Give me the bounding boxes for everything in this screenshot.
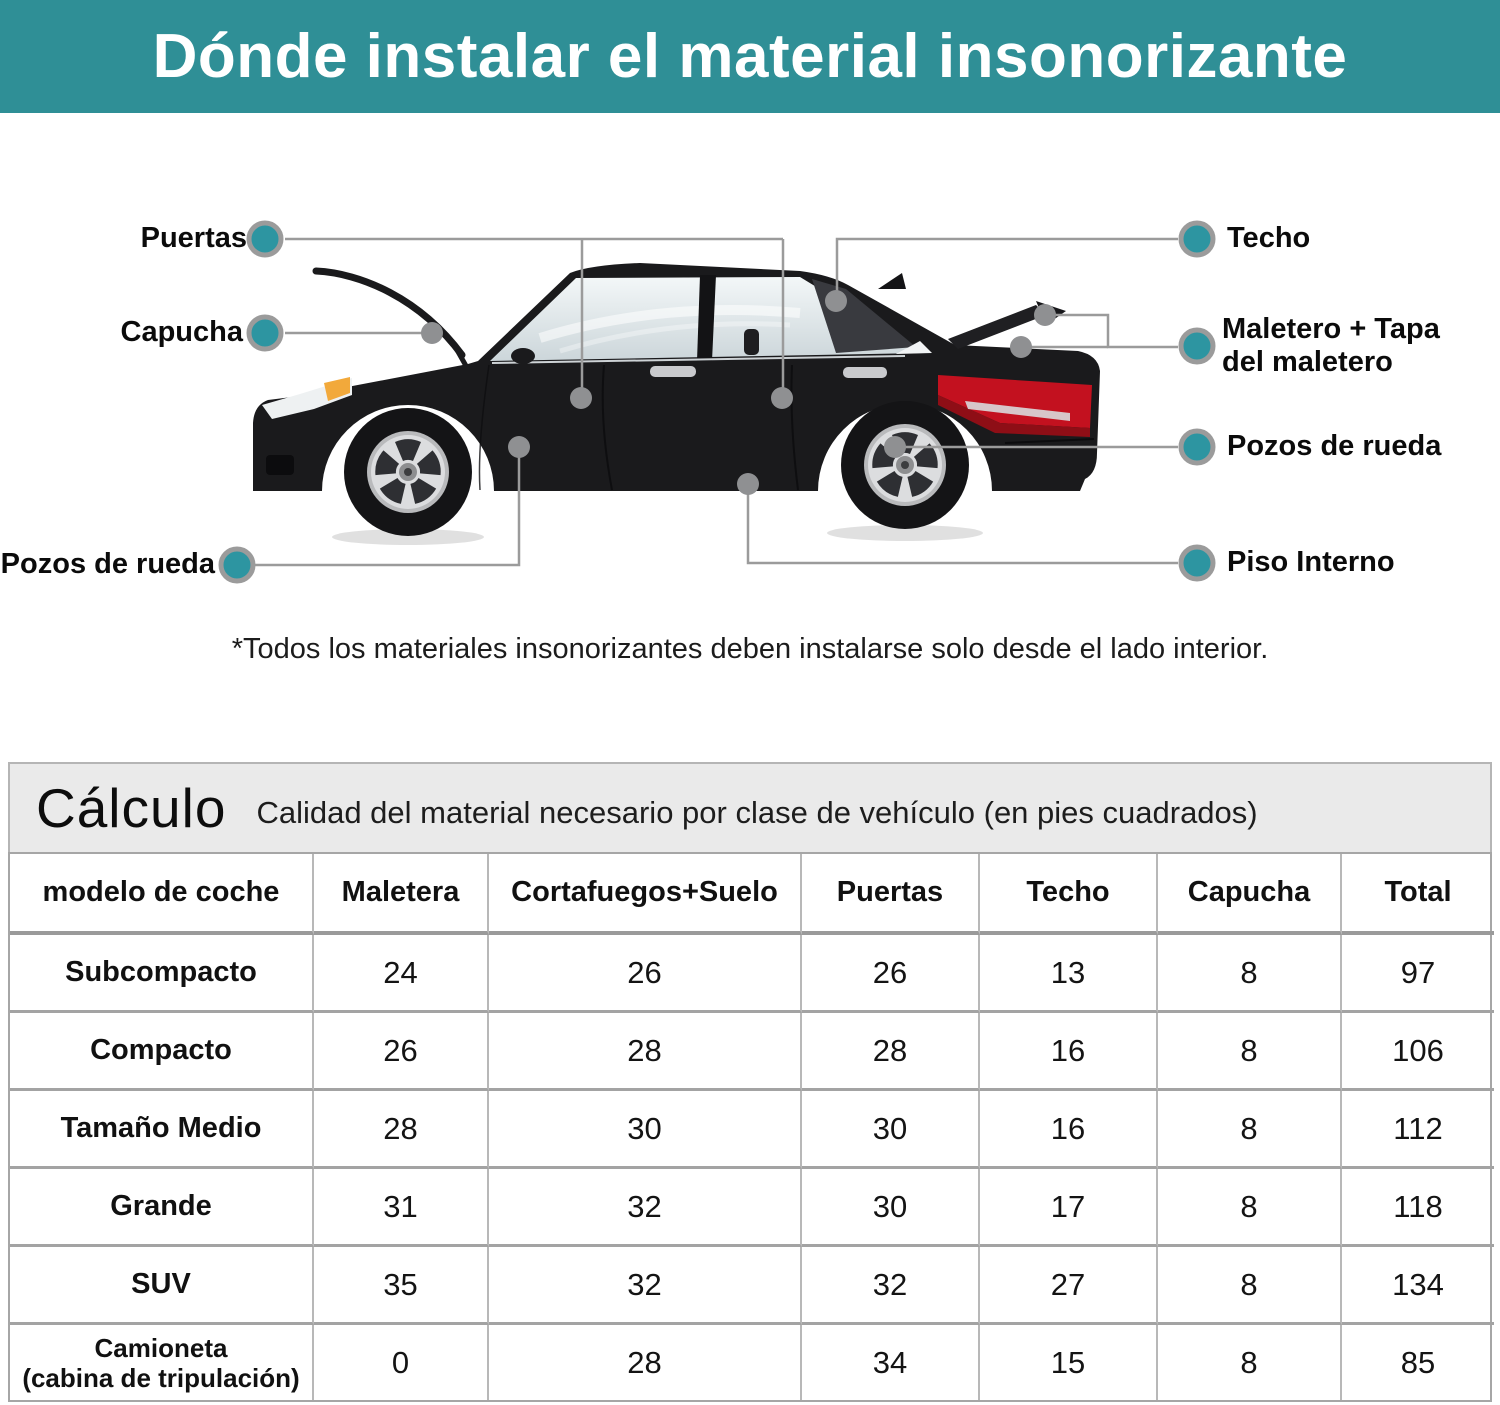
- calc-header-band: [8, 762, 1492, 852]
- col-header-capucha: Capucha: [1158, 854, 1342, 935]
- puertas-dot: [249, 223, 281, 255]
- table-cell: 28: [314, 1091, 489, 1169]
- table-cell: 106: [1342, 1013, 1494, 1091]
- table-cell: 8: [1158, 1013, 1342, 1091]
- fog-light: [266, 455, 294, 475]
- open-hood-line: [316, 271, 462, 355]
- table-cell: 134: [1342, 1247, 1494, 1325]
- table-cell: 30: [802, 1169, 980, 1247]
- table-cell: 24: [314, 935, 489, 1013]
- table-cell: 8: [1158, 1325, 1342, 1400]
- maletero-dot: [1181, 330, 1213, 362]
- col-header-total: Total: [1342, 854, 1494, 935]
- label-maletero-line2: del maletero: [1222, 346, 1393, 378]
- table-cell: 8: [1158, 1247, 1342, 1325]
- table-cell: 8: [1158, 1169, 1342, 1247]
- label-piso-interno: Piso Interno: [1227, 546, 1395, 578]
- col-header-maletera: Maletera: [314, 854, 489, 935]
- pozos-derecha-dot: [1181, 431, 1213, 463]
- antenna-fin: [878, 273, 906, 289]
- row-label: Camioneta (cabina de tripulación): [10, 1325, 314, 1400]
- table-cell: 32: [802, 1247, 980, 1325]
- pozos-izquierda-dot: [221, 549, 253, 581]
- table-cell: 30: [802, 1091, 980, 1169]
- material-table: [8, 852, 1492, 1402]
- table-cell: 26: [314, 1013, 489, 1091]
- row-label: Tamaño Medio: [10, 1091, 314, 1169]
- table-cell: 13: [980, 935, 1158, 1013]
- table-cell: 118: [1342, 1169, 1494, 1247]
- table-cell: 34: [802, 1325, 980, 1400]
- col-header-puertas: Puertas: [802, 854, 980, 935]
- col-header-cortafuegos: Cortafuegos+Suelo: [489, 854, 802, 935]
- table-cell: 32: [489, 1247, 802, 1325]
- label-puertas: Puertas: [140, 222, 247, 254]
- table-cell: 28: [489, 1325, 802, 1400]
- table-cell: 8: [1158, 1091, 1342, 1169]
- table-cell: 16: [980, 1091, 1158, 1169]
- table-cell: 97: [1342, 935, 1494, 1013]
- table-cell: 15: [980, 1325, 1158, 1400]
- table-cell: 28: [489, 1013, 802, 1091]
- table-cell: 0: [314, 1325, 489, 1400]
- label-capucha: Capucha: [120, 316, 243, 348]
- label-pozos-izquierda: Pozos de rueda: [0, 548, 215, 580]
- table-cell: 26: [489, 935, 802, 1013]
- taillight: [938, 375, 1094, 443]
- row-label: Grande: [10, 1169, 314, 1247]
- table-cell: 28: [802, 1013, 980, 1091]
- table-cell: 27: [980, 1247, 1158, 1325]
- table-cell: 35: [314, 1247, 489, 1325]
- table-cell: 112: [1342, 1091, 1494, 1169]
- label-pozos-derecha: Pozos de rueda: [1227, 430, 1442, 462]
- piso-interno-dot: [1181, 547, 1213, 579]
- label-techo: Techo: [1227, 222, 1311, 254]
- table-cell: 26: [802, 935, 980, 1013]
- techo-dot: [1181, 223, 1213, 255]
- row-label: Compacto: [10, 1013, 314, 1091]
- capucha-dot: [249, 317, 281, 349]
- row-label: Subcompacto: [10, 935, 314, 1013]
- table-cell: 8: [1158, 935, 1342, 1013]
- install-note: *Todos los materiales insonorizantes deben instalarse solo desde el lado interior.: [231, 633, 1269, 665]
- car-diagram-section: [0, 113, 1500, 762]
- calc-title: Cálculo: [36, 777, 227, 839]
- table-cell: 30: [489, 1091, 802, 1169]
- table-cell: 31: [314, 1169, 489, 1247]
- title-band: [0, 0, 1500, 113]
- table-cell: 17: [980, 1169, 1158, 1247]
- page-title: Dónde instalar el material insonorizante: [152, 22, 1348, 91]
- table-cell: 32: [489, 1169, 802, 1247]
- table-cell: 85: [1400, 1344, 1436, 1380]
- col-header-techo: Techo: [980, 854, 1158, 935]
- calc-subtitle: Calidad del material necesario por clase de vehículo (en pies cuadrados): [256, 795, 1258, 830]
- col-header-modelo: modelo de coche: [10, 854, 314, 935]
- table-cell: 16: [980, 1013, 1158, 1091]
- label-maletero: [1222, 313, 1440, 379]
- label-maletero-line1: Maletero + Tapa: [1222, 313, 1440, 345]
- row-label: SUV: [10, 1247, 314, 1325]
- car-body: [253, 263, 1100, 536]
